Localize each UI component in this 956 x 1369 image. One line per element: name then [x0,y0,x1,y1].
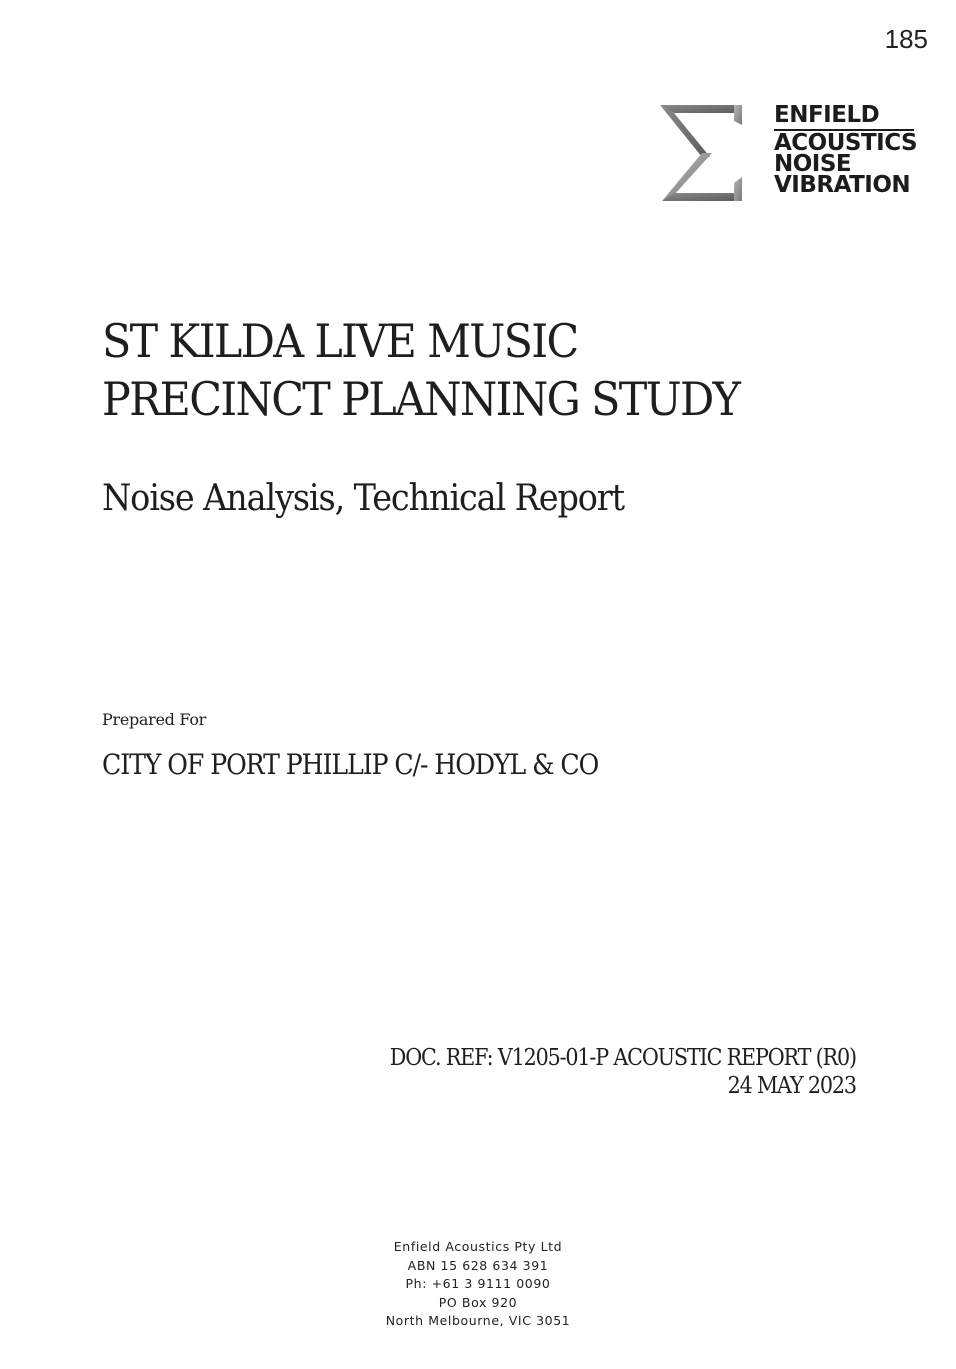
page-number: 185 [884,24,928,54]
logo-line-enfield: ENFIELD [774,105,914,131]
logo-line-noise: NOISE [774,151,852,177]
report-subtitle: Noise Analysis, Technical Report [102,478,625,519]
footer-phone: Ph: +61 3 9111 0090 [405,1276,551,1291]
footer-company: Enfield Acoustics Pty Ltd [393,1239,563,1254]
doc-ref: DOC. REF: V1205-01-P ACOUSTIC REPORT (R0) [389,1045,856,1071]
client-name: CITY OF PORT PHILLIP C/- HODYL & CO [102,748,599,781]
title-line-1: ST KILDA LIVE MUSIC [102,314,578,368]
sigma-logo-icon [658,103,750,205]
footer-po-box: PO Box 920 [438,1294,518,1310]
logo-line-vibration: VIBRATION [774,172,911,198]
document-reference-block [390,1044,856,1100]
footer-address: North Melbourne, VIC 3051 [385,1313,571,1328]
logo-wordmark [774,102,918,198]
report-title [102,312,827,428]
logo-line-acoustics: ACOUSTICS [774,130,918,156]
title-line-2: PRECINCT PLANNING STUDY [102,372,740,426]
prepared-for-label: Prepared For [102,710,207,729]
company-footer [0,1238,956,1331]
footer-abn: ABN 15 628 634 391 [407,1257,549,1273]
report-date: 24 MAY 2023 [727,1073,856,1099]
company-logo [658,103,920,208]
